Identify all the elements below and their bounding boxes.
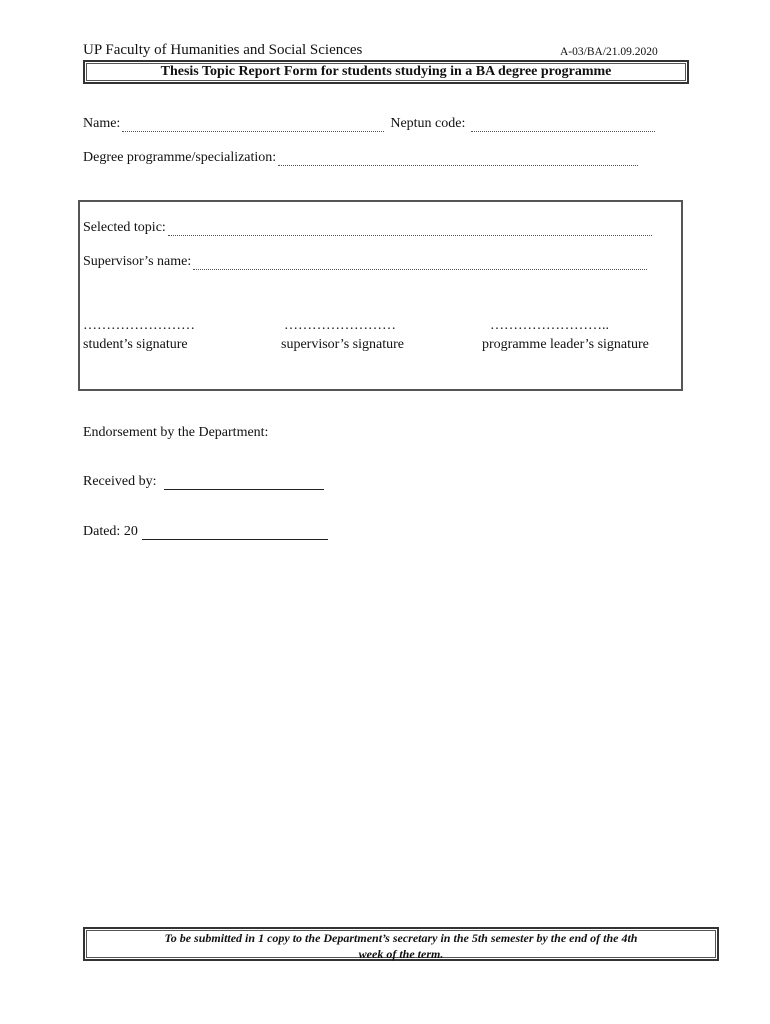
topic-row <box>83 220 652 236</box>
student-signature-line[interactable]: …………………… <box>83 318 195 333</box>
institution-name: UP Faculty of Humanities and Social Sciences <box>83 42 363 58</box>
received-label: Received by: <box>83 474 157 489</box>
neptun-label: Neptun code: <box>390 116 466 131</box>
topic-field[interactable] <box>168 223 652 236</box>
form-code: A-03/BA/21.09.2020 <box>560 46 658 58</box>
endorsement-heading: Endorsement by the Department: <box>83 425 269 440</box>
neptun-field[interactable] <box>471 119 655 132</box>
dated-label: Dated: 20 <box>83 524 138 539</box>
leader-signature-label: programme leader’s signature <box>482 337 649 352</box>
submission-note-line1: To be submitted in 1 copy to the Department’s secretary in the 5th semester by the end of the 4th <box>164 931 638 945</box>
degree-field[interactable] <box>278 153 638 166</box>
supervisor-signature-line[interactable]: …………………… <box>284 318 396 333</box>
student-signature-label: student’s signature <box>83 337 188 352</box>
received-row <box>83 474 324 490</box>
degree-row <box>83 150 638 166</box>
submission-note-line2: week of the term. <box>358 947 444 961</box>
dated-field[interactable] <box>142 525 328 540</box>
name-row <box>83 116 655 132</box>
form-title <box>83 60 689 84</box>
degree-label: Degree programme/specialization: <box>83 150 277 165</box>
supervisor-signature-label: supervisor’s signature <box>281 337 404 352</box>
name-field[interactable] <box>122 119 384 132</box>
dated-row <box>83 524 328 540</box>
name-label: Name: <box>83 116 121 131</box>
supervisor-label: Supervisor’s name: <box>83 254 192 269</box>
submission-note <box>83 927 719 961</box>
received-field[interactable] <box>164 475 324 490</box>
supervisor-row <box>83 254 647 270</box>
form-title-text: Thesis Topic Report Form for students studying in a BA degree programme <box>160 64 612 79</box>
supervisor-field[interactable] <box>193 257 647 270</box>
topic-label: Selected topic: <box>83 220 166 235</box>
leader-signature-line[interactable]: …………………….. <box>490 318 609 333</box>
